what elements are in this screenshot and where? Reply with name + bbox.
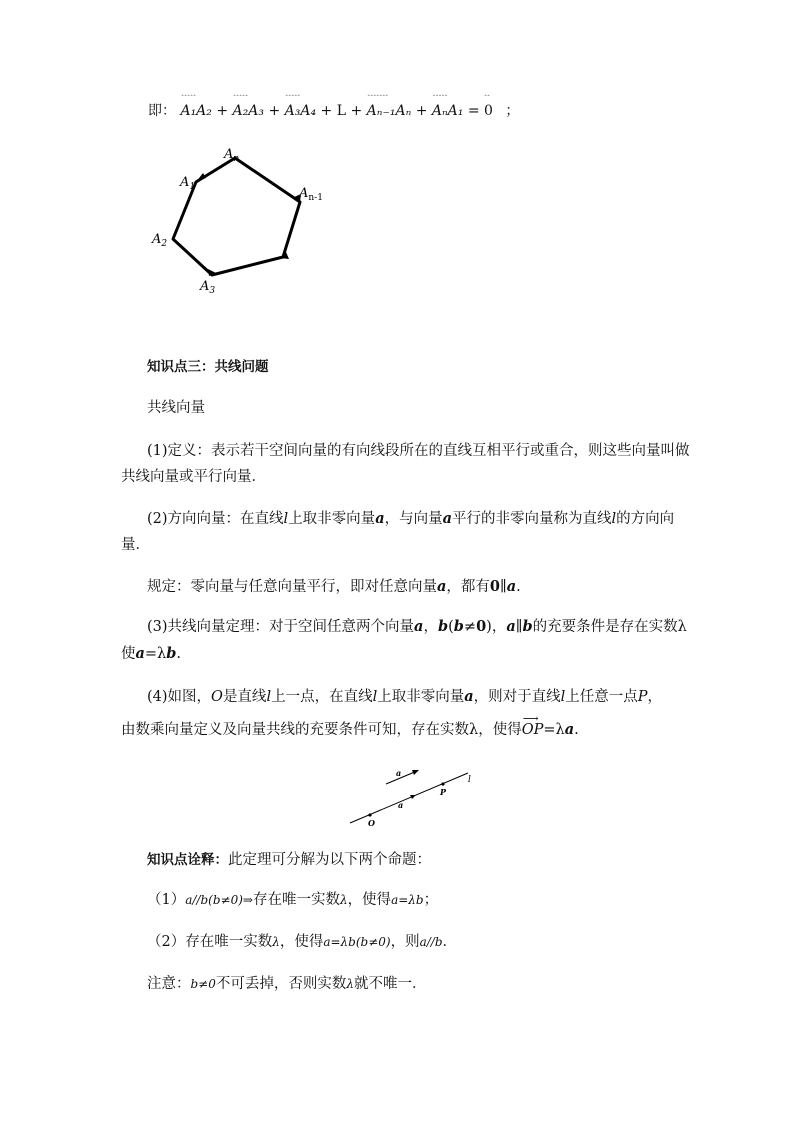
notes-caution: 注意：b≠0不可丢掉，否则实数λ就不唯一． xyxy=(147,976,427,992)
polygon-figure xyxy=(140,140,360,300)
label-a1: $A_1$ xyxy=(180,175,196,192)
line-representation-line-1: (4)如图，O是直线l上一点，在直线l上取非零向量a，则对于直线l上任意一点P， xyxy=(147,688,663,705)
vector-sum-formula xyxy=(148,95,520,121)
notes-heading: 知识点诠释：此定理可分解为以下两个命题： xyxy=(147,852,431,868)
section-subheading: 共线向量 xyxy=(147,400,205,416)
formula-ellipsis: L xyxy=(336,103,347,119)
point-o xyxy=(368,813,371,816)
notes-item-2: （2）存在唯一实数λ，使得a=λb(b≠0)，则a//b． xyxy=(147,934,457,950)
line-l xyxy=(350,773,468,823)
plus-sign: + xyxy=(320,103,333,119)
collinear-theorem-line-1: (3)共线向量定理：对于空间任意两个向量a，b(b≠0)，a∥b的充要条件是存在实数λ xyxy=(147,618,687,635)
label-an-1: $A_{n-1}$ xyxy=(299,186,323,203)
direction-vector-line-2: 量． xyxy=(121,537,150,553)
plus-sign: + xyxy=(216,103,229,119)
formula-term-n: ˆˆˆˆˆ AₙA₁ xyxy=(431,95,464,119)
equals-sign: = xyxy=(467,103,480,119)
label-a2: $A_2$ xyxy=(152,232,168,249)
label-a-line: a xyxy=(398,800,404,810)
formula-end: ； xyxy=(505,103,520,119)
notes-item-1: （1）a//b(b≠0)⇒存在唯一实数λ，使得a=λb； xyxy=(147,892,439,908)
direction-vector-line-1: (2)方向向量：在直线l上取非零向量a，与向量a平行的非零向量称为直线l的方向向 xyxy=(147,510,675,527)
plus-sign: + xyxy=(415,103,428,119)
vector-a-top xyxy=(386,771,417,784)
label-an: $A_n$ xyxy=(224,147,240,164)
formula-term-1: ˆˆˆˆˆ A₁A₂ xyxy=(180,95,212,119)
label-l: l xyxy=(468,775,471,785)
formula-term-n-1: ˆˆˆˆˆˆˆ Aₙ₋₁Aₙ xyxy=(366,95,412,119)
plus-sign: + xyxy=(268,103,281,119)
vector-op: ⟶ OP xyxy=(521,712,544,738)
formula-term-2: ˆˆˆˆˆ A₂A₃ xyxy=(232,95,264,119)
label-p: P xyxy=(440,787,447,797)
line-figure xyxy=(340,760,490,830)
formula-prefix: 即： xyxy=(148,103,176,119)
collinear-theorem-line-2: 使a=λb. xyxy=(121,645,181,662)
label-o: O xyxy=(368,818,375,828)
definition-line-1: (1)定义：表示若干空间向量的有向线段所在的直线互相平行或重合，则这些向量叫做 xyxy=(147,443,690,459)
line-representation-line-2: 由数乘向量定义及向量共线的充要条件可知，存在实数λ，使得 ⟶ OP=λa. xyxy=(121,712,579,738)
zero-vector: ˆˆ 0 xyxy=(484,95,493,119)
zero-vector-rule: 规定：零向量与任意向量平行，即对任意向量a，都有0∥a. xyxy=(147,578,521,595)
label-a-top: a xyxy=(396,768,402,778)
label-a3: $A_3$ xyxy=(200,279,216,296)
formula-term-3: ˆˆˆˆˆ A₃A₄ xyxy=(284,95,317,119)
arrow-a-top xyxy=(412,770,419,775)
point-p xyxy=(441,782,444,785)
definition-line-2: 共线向量或平行向量． xyxy=(121,469,266,485)
plus-sign: + xyxy=(350,103,363,119)
section-heading: 知识点三：共线问题 xyxy=(147,359,269,375)
